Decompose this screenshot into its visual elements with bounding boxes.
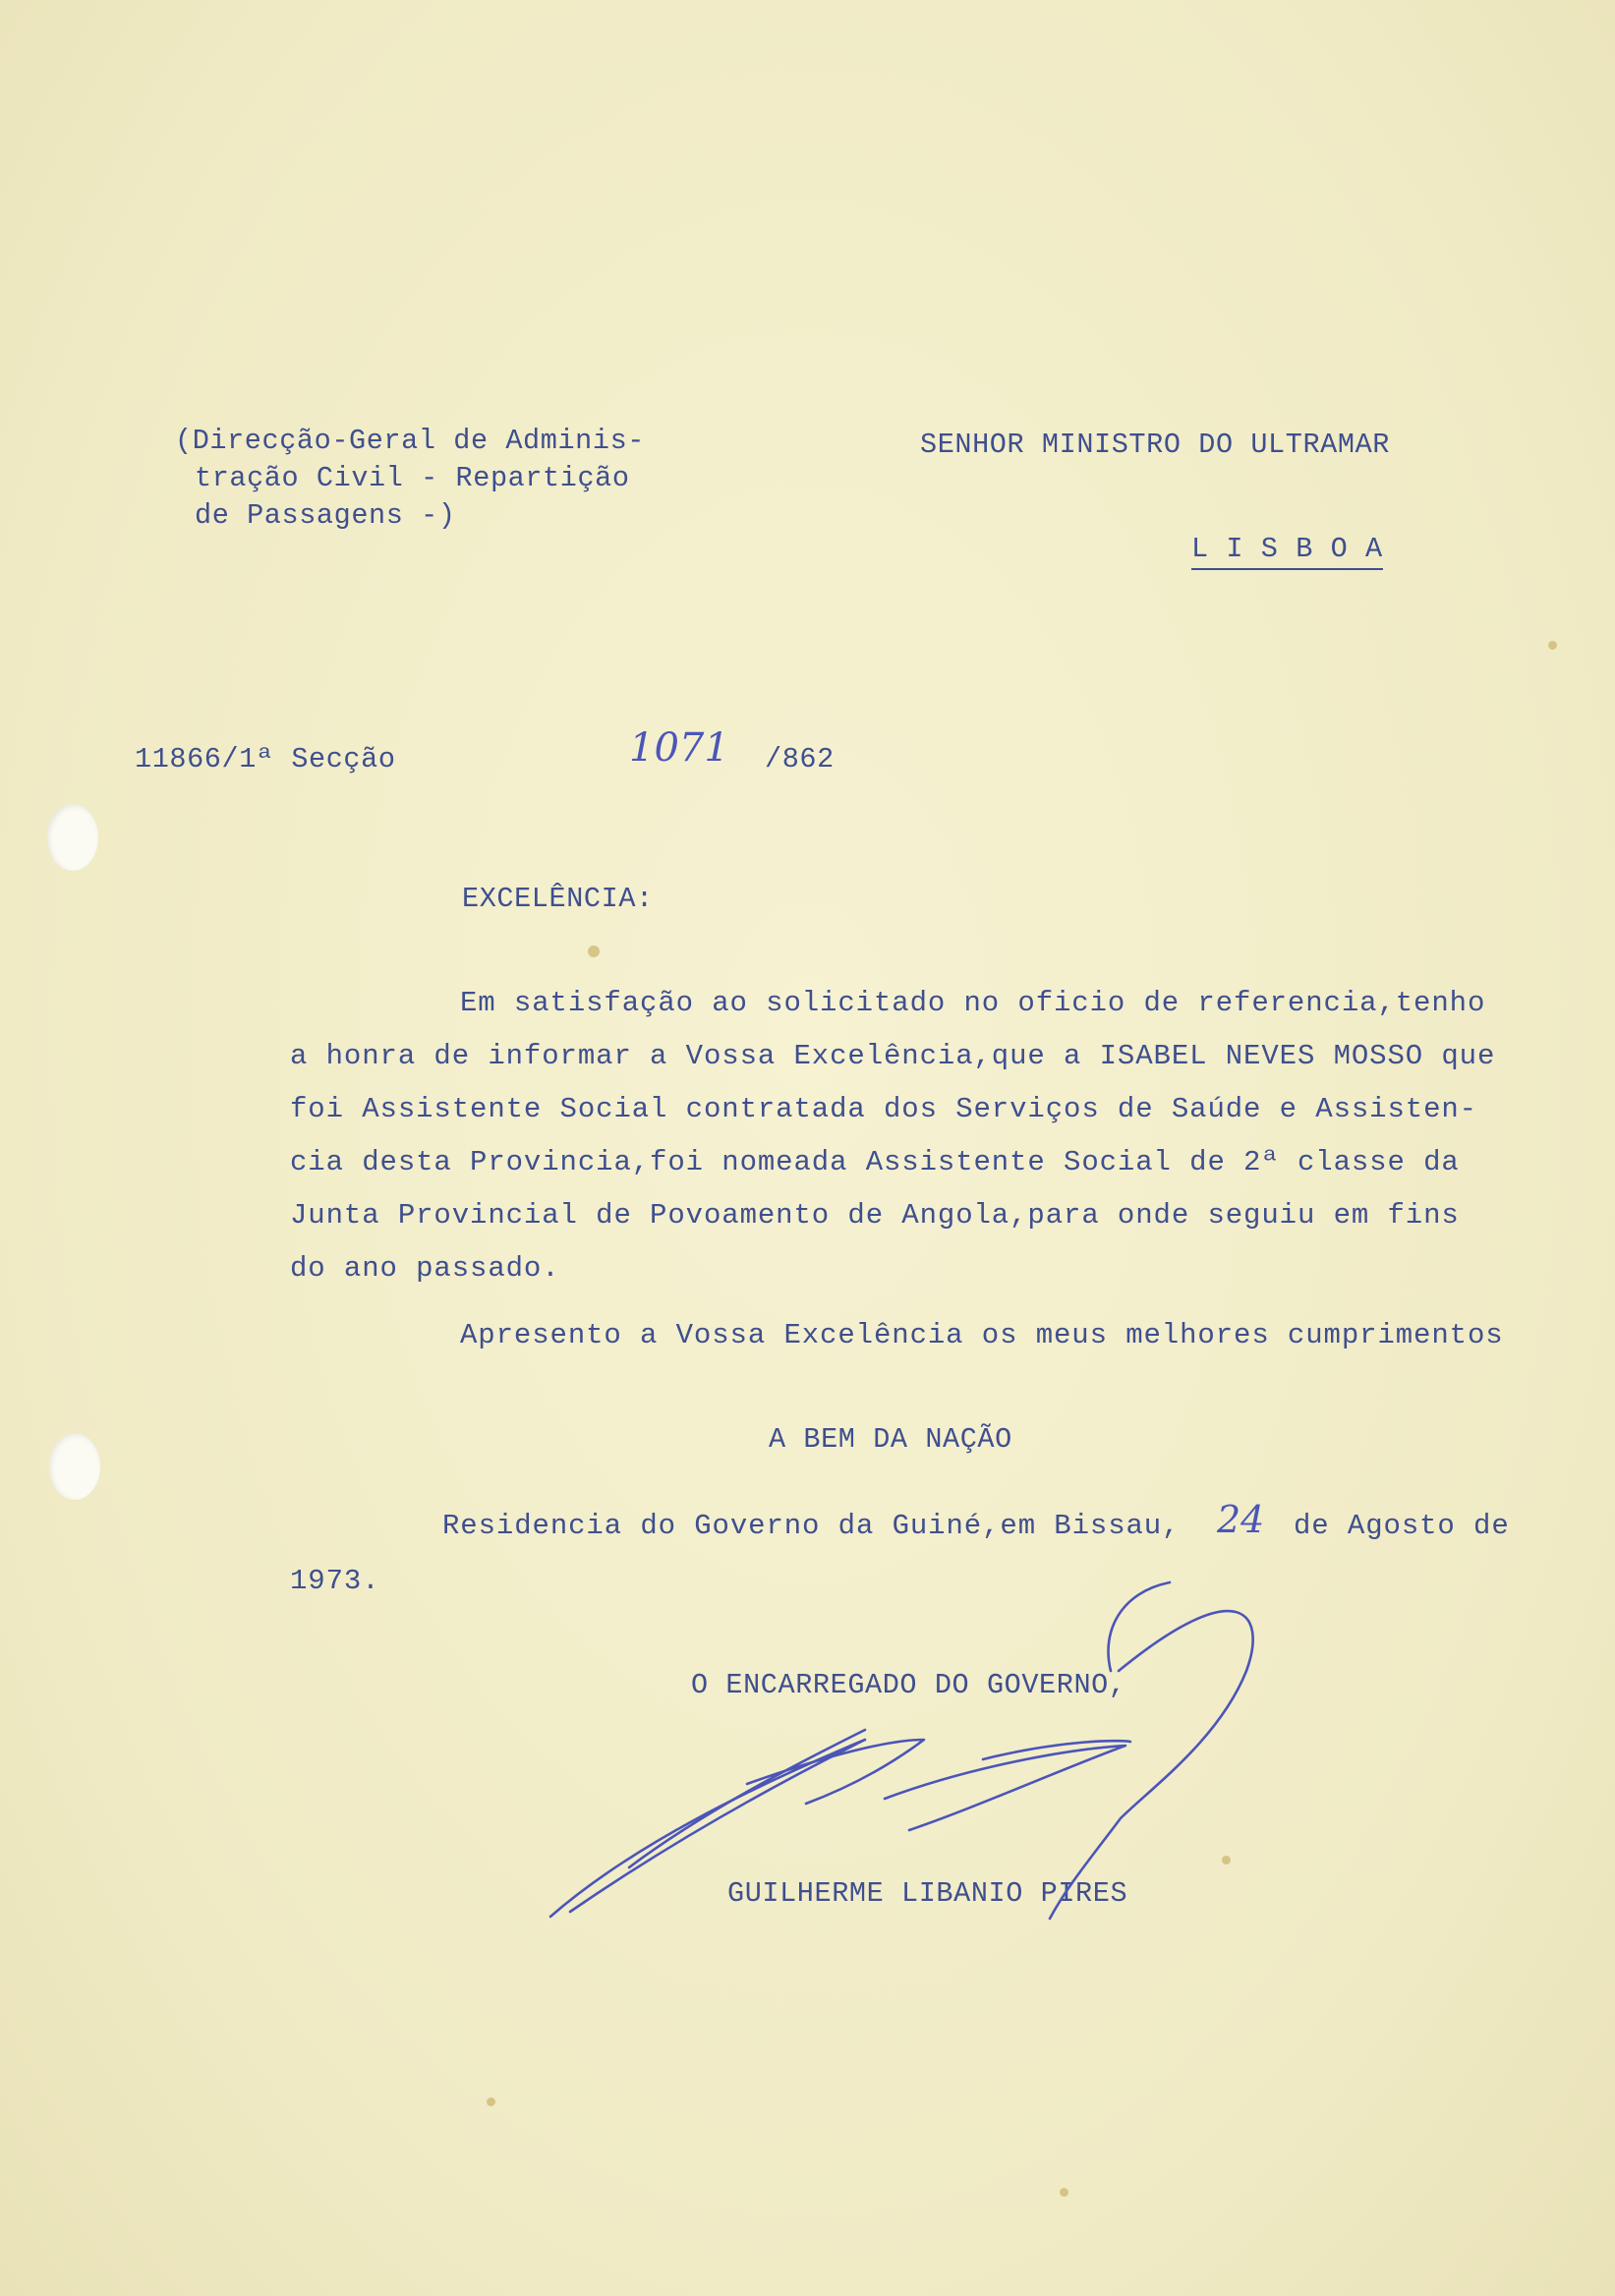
place-date-month: de Agosto de [1294,1510,1510,1542]
body-line: do ano passado. [290,1252,560,1285]
signer-title: O ENCARREGADO DO GOVERNO, [691,1669,1126,1701]
signer-name: GUILHERME LIBANIO PIRES [727,1877,1128,1910]
body-line: a honra de informar a Vossa Excelência,que a ISABEL NEVES MOSSO que [290,1040,1496,1072]
addressee: SENHOR MINISTRO DO ULTRAMAR [920,429,1390,461]
addressee-city: L I S B O A [1191,533,1383,570]
handwritten-day: 24 [1217,1498,1265,1541]
place-date-year: 1973. [290,1565,380,1597]
body-line: cia desta Provincia,foi nomeada Assistente Social de 2ª classe da [290,1146,1460,1178]
closing: Apresento a Vossa Excelência os meus melhores cumprimentos [460,1319,1504,1351]
sender-line: tração Civil - Repartição [195,462,630,494]
body-line: Em satisfação ao solicitado no oficio de referencia,tenho [460,987,1486,1019]
body-line: foi Assistente Social contratada dos Serviços de Saúde e Assisten- [290,1093,1477,1125]
body-line: Junta Provincial de Povoamento de Angola,para onde seguiu em fins [290,1199,1460,1232]
place-date-text: Residencia do Governo da Guiné,em Bissau, [442,1510,1181,1542]
reference-suffix: /862 [765,743,835,775]
sender-line: de Passagens -) [195,499,456,532]
salutation: EXCELÊNCIA: [462,883,654,915]
reference-number: 11866/1ª Secção [135,743,396,775]
sender-line: (Direcção-Geral de Adminis- [175,425,645,457]
handwritten-reference: 1071 [629,725,729,771]
motto: A BEM DA NAÇÃO [769,1423,1012,1456]
